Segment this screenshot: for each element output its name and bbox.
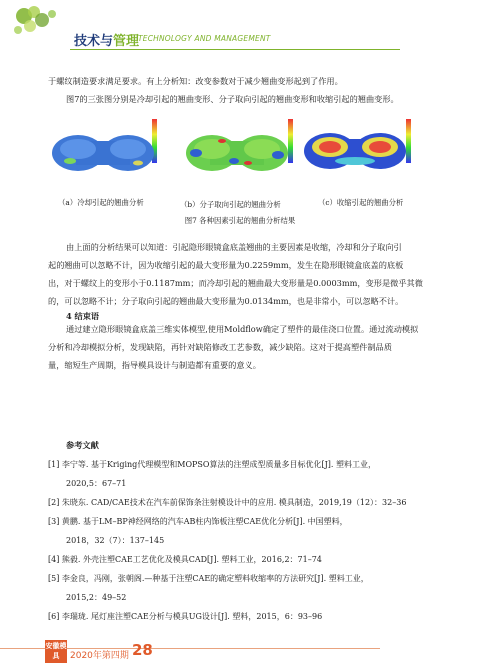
conclusion-line-1: 通过建立隐形眼镜盒底盖三维实体模型,使用Moldflow确定了塑件的最佳浇口位置。通过流动模拟 bbox=[66, 324, 419, 334]
header-title: 技术与管理 bbox=[74, 34, 140, 49]
reference-item: 2015,2：49–52 bbox=[66, 593, 127, 602]
conclusion-line-2: 分析和冷却模拟分析，发现缺陷，再针对缺陷修改工艺参数，减少缺陷。这对于提高塑件制品质 bbox=[48, 342, 392, 352]
conclusion-heading: 4 结束语 bbox=[66, 311, 100, 321]
reference-item: 2018，32（7）：137–145 bbox=[66, 536, 165, 545]
reference-item: [6] 李瑞珑. 尾灯座注塑CAE分析与模具UG设计[J]. 塑料，2015，6：93–96 bbox=[48, 612, 323, 621]
header-subtitle: TECHNOLOGY AND MANAGEMENT bbox=[138, 34, 271, 43]
conclusion-line-3: 量，缩短生产周期，指导模具设计与制造都有重要的意义。 bbox=[48, 360, 261, 370]
reference-item: [1] 李宁等. 基于Kriging代理模型和MOPSO算法的注塑成型质量多目标优化[J]. 塑料工业， bbox=[48, 460, 376, 469]
footer-page-number: 28 bbox=[132, 641, 153, 659]
reference-item: [4] 熊毅. 外壳注塑CAE工艺优化及模具CAD[J]. 塑料工业，2016,2：71–74 bbox=[48, 555, 322, 564]
figure-b-image bbox=[182, 111, 302, 183]
figure-b-caption: （b）分子取向引起的翘曲分析 bbox=[180, 200, 281, 209]
footer-badge: 安徽模具 bbox=[45, 640, 67, 663]
body-line-2: 图7的三张图分别是冷却引起的翘曲变形、分子取向引起的翘曲变形和收缩引起的翘曲变形。 bbox=[66, 94, 399, 104]
reference-item: 2020,5：67–71 bbox=[66, 479, 127, 488]
reference-item: [3] 黄鹏. 基于LM–BP神经网络的汽车AB柱内饰板注塑CAE优化分析[J]. 中国塑料， bbox=[48, 517, 348, 526]
references-heading: 参考文献 bbox=[66, 440, 99, 450]
analysis-line-4: 的，可以忽略不计；分子取向引起的翘曲最大变形量为0.0134mm，也是非常小，可以忽略不计。 bbox=[48, 296, 404, 306]
footer-issue: 2020年第四期 bbox=[70, 651, 129, 661]
header-leaf-logo bbox=[8, 2, 70, 46]
analysis-line-2: 起的翘曲可以忽略不计，因为收缩引起的最大变形量为0.2259mm，发生在隐形眼镜盒底盖的底板 bbox=[48, 260, 404, 270]
analysis-line-1: 由上面的分析结果可以知道：引起隐形眼镜盒底盖翘曲的主要因素是收缩，冷却和分子取向引 bbox=[66, 242, 402, 252]
header-divider bbox=[70, 49, 400, 50]
reference-item: [2] 朱晓东. CAD/CAE技术在汽车前保饰条注射模设计中的应用. 模具制造，2019,19（12）：32–36 bbox=[48, 498, 407, 507]
figure-title: 图7 各种因素引起的翘曲分析结果 bbox=[184, 216, 296, 225]
body-line-1: 于螺纹制造要求满足要求。有上分析知：改变参数对于减少翘曲变形起到了作用。 bbox=[48, 76, 343, 86]
figure-a-image bbox=[48, 111, 168, 183]
analysis-line-3: 出，对于螺纹上的变形小于0.1187mm；而冷却引起的翘曲最大变形量是0.0003mm，变形是微乎其微 bbox=[48, 278, 423, 288]
figure-a-caption: （a）冷却引起的翘曲分析 bbox=[58, 198, 144, 207]
figure-c-image bbox=[300, 111, 420, 183]
page-header bbox=[0, 0, 480, 70]
reference-item: [5] 李金良，冯刚，张朝阁.—种基于注塑CAE的确定塑料收缩率的方法研究[J]. 塑料工业， bbox=[48, 574, 369, 583]
figure-c-caption: （c）收缩引起的翘曲分析 bbox=[318, 198, 404, 207]
